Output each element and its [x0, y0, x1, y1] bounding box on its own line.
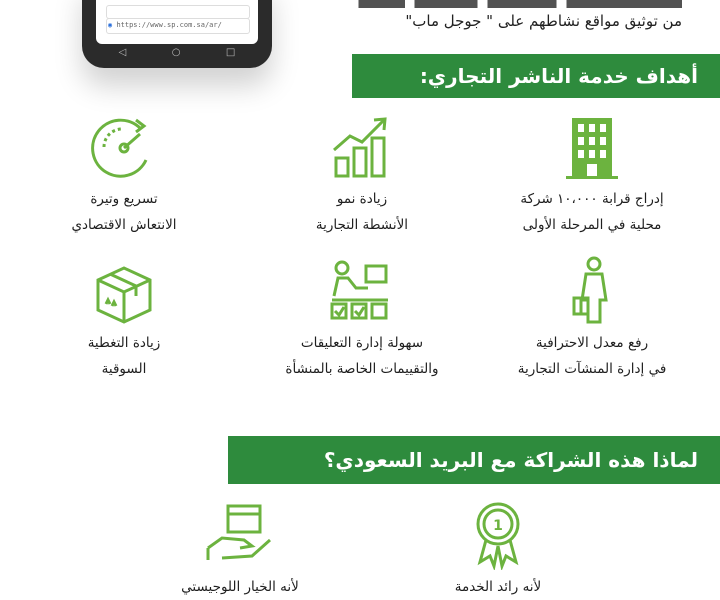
goal-line1: تسريع وتيرة — [90, 191, 158, 207]
goal-line2: في إدارة المنشآت التجارية — [517, 361, 667, 377]
intro-line-cropped — [352, 0, 682, 8]
why-item — [398, 500, 598, 600]
why-title-banner — [228, 436, 720, 484]
intro-text: من توثيق مواقع نشاطهم على " جوجل ماب" — [405, 12, 682, 30]
goal-line1: زيادة التغطية — [87, 335, 161, 351]
goal-line1: إدراج قرابة ١٠،٠٠٠ شركة — [520, 191, 664, 207]
phone-nav-bar — [96, 45, 258, 59]
package-box-icon — [84, 256, 164, 326]
goal-item — [24, 256, 224, 382]
home-icon: ○ — [171, 46, 181, 58]
why-item — [140, 500, 340, 600]
why-line1: لأنه رائد الخدمة — [454, 579, 542, 595]
goal-line2: السوقية — [101, 361, 147, 377]
goal-item — [492, 112, 692, 238]
why-title: لماذا هذه الشراكة مع البريد السعودي؟ — [323, 448, 698, 472]
growth-chart-icon — [322, 112, 402, 182]
recents-icon: □ — [225, 46, 236, 58]
goal-line2: محلية في المرحلة الأولى — [522, 217, 662, 233]
goal-item — [24, 112, 224, 238]
award-badge-icon — [458, 500, 538, 570]
goal-line2: الأنشطة التجارية — [315, 217, 409, 233]
goal-item — [262, 256, 462, 382]
back-icon: ◁ — [118, 46, 127, 58]
goal-line1: سهولة إدارة التعليقات — [300, 335, 424, 351]
goal-item — [262, 112, 462, 238]
goals-title: أهداف خدمة الناشر التجاري: — [419, 64, 698, 88]
goal-line1: زيادة نمو — [336, 191, 388, 207]
svg-text:1: 1 — [493, 518, 503, 534]
speedometer-icon — [84, 112, 164, 182]
goals-title-banner — [352, 54, 720, 98]
goal-line2: الانتعاش الاقتصادي — [71, 217, 177, 233]
why-line1: لأنه الخيار اللوجيستي — [181, 579, 299, 595]
building-icon — [552, 112, 632, 182]
phone-url-row: ◉ https://www.sp.com.sa/ar/ — [108, 21, 222, 29]
goal-line2: والتقييمات الخاصة بالمنشأة — [285, 361, 439, 377]
hand-package-icon — [200, 500, 280, 570]
goal-line1: رفع معدل الاحترافية — [535, 335, 649, 351]
review-checklist-icon — [322, 256, 402, 326]
businessman-icon — [552, 256, 632, 326]
phone-screen — [96, 0, 258, 44]
goal-item — [492, 256, 692, 382]
